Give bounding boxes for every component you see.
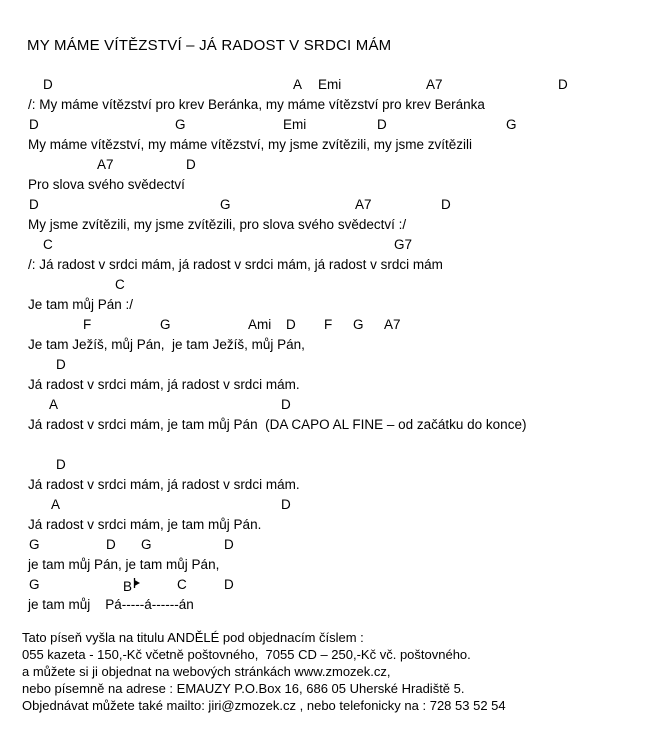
chord-symbol: G7: [394, 237, 413, 252]
chord-line: [0, 576, 672, 596]
chord-symbol: G: [353, 317, 364, 332]
chord-symbol: B: [123, 577, 141, 594]
chord-symbol: Emi: [283, 117, 307, 132]
lyric-text: je tam můj Pán, je tam můj Pán,: [28, 557, 220, 572]
chord-symbol: D: [286, 317, 296, 332]
footer-ordering-info: [22, 630, 662, 715]
chord-line: [0, 76, 672, 96]
chord-symbol: A7: [426, 77, 443, 92]
chord-symbol: A: [51, 497, 61, 512]
lyric-line: [0, 556, 672, 576]
chord-symbol: D: [43, 77, 53, 92]
footer-line: Tato píseň vyšla na titulu ANDĚLÉ pod objednacím číslem :: [22, 630, 364, 645]
chord-symbol: A7: [384, 317, 401, 332]
lyric-text: My jsme zvítězili, my jsme zvítězili, pro slova svého svědectví :/: [28, 217, 407, 232]
lyric-line: [0, 136, 672, 156]
chord-symbol: A: [49, 397, 59, 412]
chord-symbol: D: [281, 497, 291, 512]
chord-line: [0, 356, 672, 376]
chord-symbol: A7: [97, 157, 114, 172]
chord-symbol: A7: [355, 197, 372, 212]
chord-symbol: D: [441, 197, 451, 212]
lyric-line: [0, 296, 672, 316]
lyric-line: [0, 176, 672, 196]
lyric-text: Já radost v srdci mám, je tam můj Pán (DA CAPO AL FINE – od začátku do konce): [28, 417, 527, 432]
chord-symbol: D: [224, 537, 234, 552]
chord-line: [0, 116, 672, 136]
chord-line: [0, 156, 672, 176]
chord-symbol: D: [56, 357, 66, 372]
chord-symbol: Ami: [248, 317, 272, 332]
chord-symbol: D: [29, 197, 39, 212]
chord-line: [0, 236, 672, 256]
footer-line: 055 kazeta - 150,-Kč včetně poštovného, 7055 CD – 250,-Kč vč. poštovného.: [22, 647, 471, 662]
chord-line: [0, 456, 672, 476]
lyric-text: Je tam můj Pán :/: [28, 297, 134, 312]
footer-line: a můžete si ji objednat na webových stránkách www.zmozek.cz,: [22, 664, 391, 679]
lyric-text: /: My máme vítězství pro krev Beránka, my máme vítězství pro krev Beránka: [28, 97, 485, 112]
chord-symbol: G: [160, 317, 171, 332]
chord-symbol: Emi: [318, 77, 342, 92]
chord-symbol: D: [106, 537, 116, 552]
chord-symbol: C: [115, 277, 125, 292]
chord-symbol: G: [29, 577, 40, 592]
chord-symbol: F: [83, 317, 92, 332]
chord-line: [0, 496, 672, 516]
chord-symbol: D: [186, 157, 196, 172]
song-title: MY MÁME VÍTĚZSTVÍ – JÁ RADOST V SRDCI MÁM: [27, 37, 392, 54]
chord-symbol: G: [175, 117, 186, 132]
lyric-line: [0, 336, 672, 356]
lyric-line: [0, 96, 672, 116]
chord-symbol: C: [177, 577, 187, 592]
song-body: [0, 76, 672, 616]
lyric-text: je tam můj Pá-----á------án: [28, 597, 194, 612]
lyric-text: Pro slova svého svědectví: [28, 177, 185, 192]
chord-symbol: D: [377, 117, 387, 132]
chord-symbol: G: [29, 537, 40, 552]
lyric-line: [0, 596, 672, 616]
chord-symbol: D: [224, 577, 234, 592]
chord-symbol: D: [558, 77, 568, 92]
lyric-text: My máme vítězství, my máme vítězství, my jsme zvítězili, my jsme zvítězili: [28, 137, 473, 152]
chord-line: [0, 536, 672, 556]
lyric-text: Já radost v srdci mám, je tam můj Pán.: [28, 517, 262, 532]
chord-symbol: G: [220, 197, 231, 212]
lyric-line: [0, 416, 672, 436]
lyric-line: [0, 256, 672, 276]
chord-line: [0, 276, 672, 296]
lyric-line: [0, 216, 672, 236]
chord-line: [0, 396, 672, 416]
chord-symbol: G: [506, 117, 517, 132]
lyric-text: Já radost v srdci mám, já radost v srdci mám.: [28, 377, 300, 392]
chord-symbol: F: [324, 317, 333, 332]
footer-line: nebo písemně na adrese : EMAUZY P.O.Box 16, 686 05 Uherské Hradiště 5.: [22, 681, 465, 696]
chord-symbol: C: [43, 237, 53, 252]
blank-line: [0, 436, 672, 456]
lyric-line: [0, 376, 672, 396]
flat-symbol-icon: [133, 577, 141, 592]
chord-line: [0, 196, 672, 216]
footer-line: Objednávat můžete také mailto: jiri@zmozek.cz , nebo telefonicky na : 728 53 52 54: [22, 698, 506, 713]
lyric-text: Je tam Ježíš, můj Pán, je tam Ježíš, můj Pán,: [28, 337, 305, 352]
chord-symbol: G: [141, 537, 152, 552]
chord-symbol: A: [293, 77, 303, 92]
chord-symbol: D: [29, 117, 39, 132]
chord-line: [0, 316, 672, 336]
chord-symbol: D: [281, 397, 291, 412]
lyric-text: /: Já radost v srdci mám, já radost v srdci mám, já radost v srdci mám: [28, 257, 443, 272]
chord-symbol: D: [56, 457, 66, 472]
lyric-text: Já radost v srdci mám, já radost v srdci mám.: [28, 477, 300, 492]
lyric-line: [0, 516, 672, 536]
lyric-line: [0, 476, 672, 496]
